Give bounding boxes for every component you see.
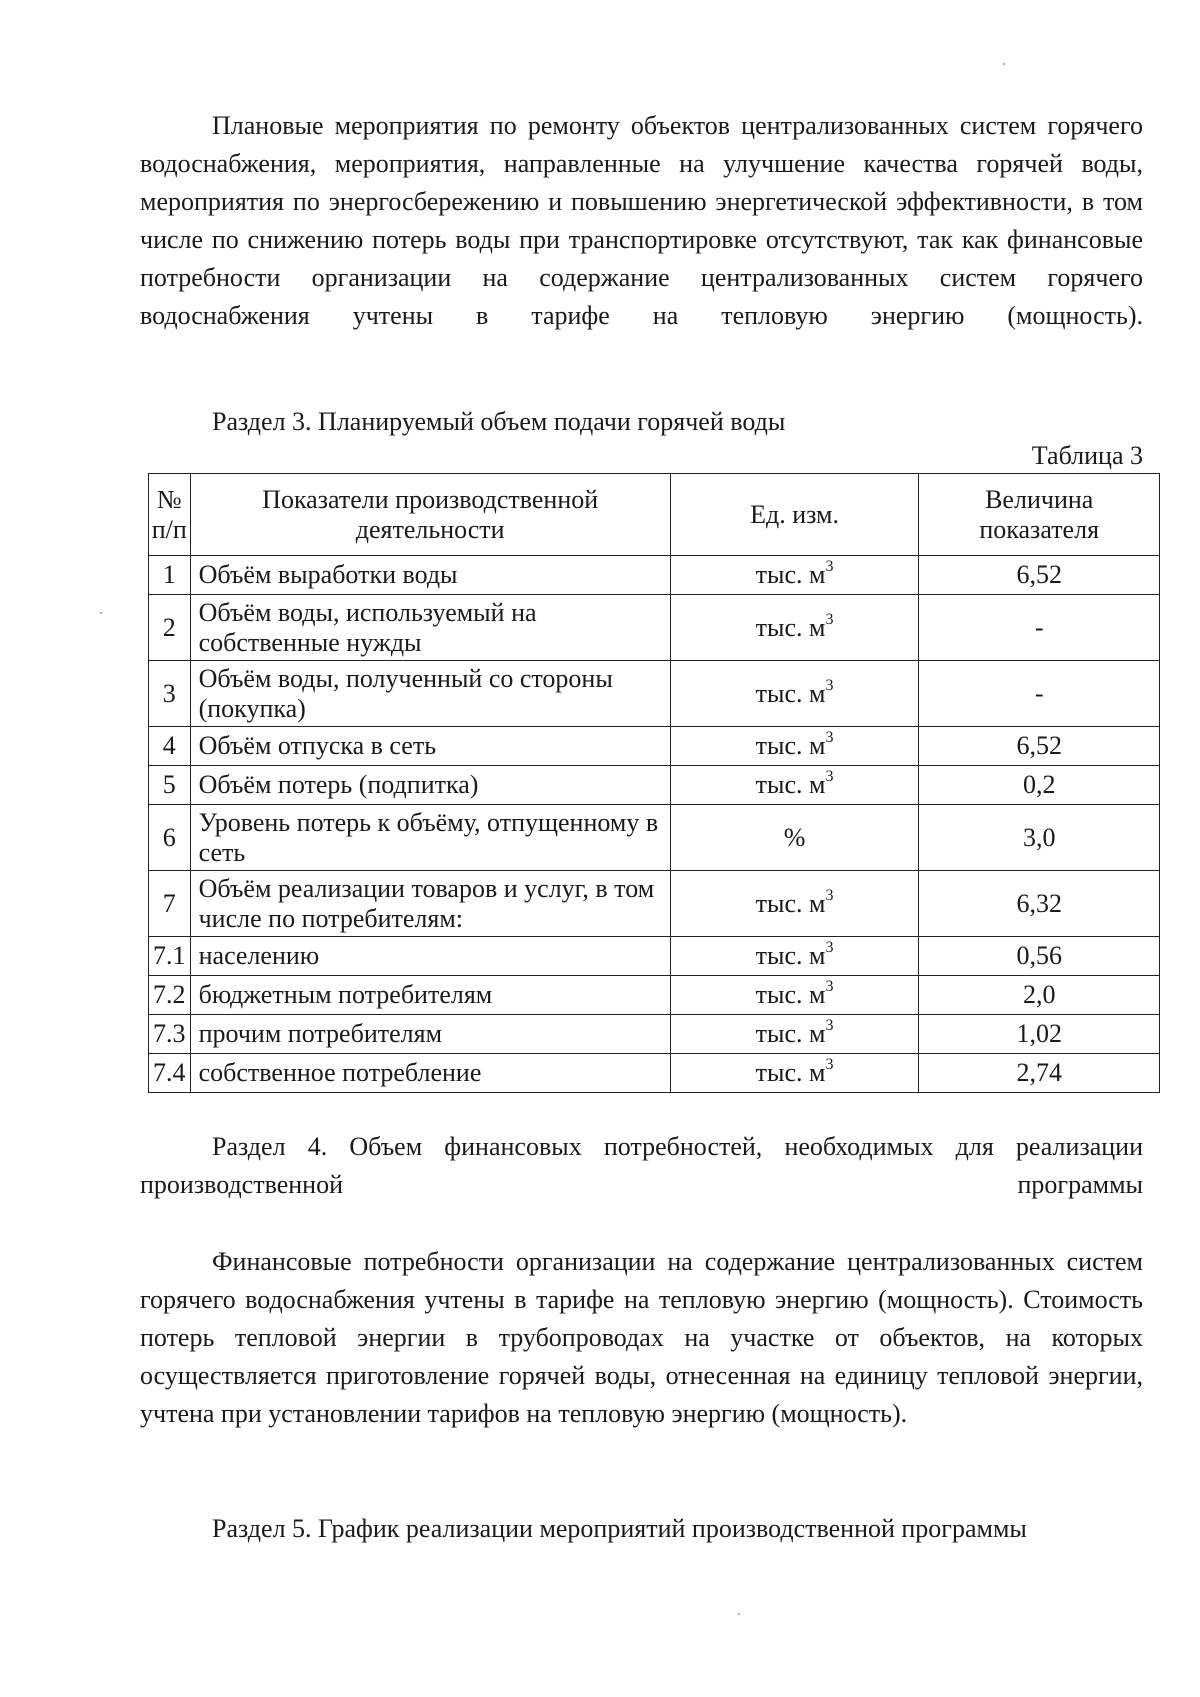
row-name: Уровень потерь к объёму, отпущенному в сеть: [190, 805, 670, 871]
unit-base: тыс. м: [755, 770, 826, 799]
row-unit: %: [670, 805, 919, 871]
row-value: 6,52: [919, 727, 1160, 766]
row-unit: [670, 556, 919, 595]
row-unit: [670, 727, 919, 766]
unit-base: тыс. м: [755, 560, 826, 589]
header-name: Показатели производственной деятельности: [190, 474, 670, 556]
row-name: Объём воды, используемый на собственные нужды: [190, 595, 670, 661]
row-value: 6,52: [919, 556, 1160, 595]
table-row: [149, 805, 1160, 871]
production-volume-table: [148, 473, 1160, 1093]
row-num: 1: [149, 556, 191, 595]
scan-speck: [1003, 63, 1005, 65]
row-value: -: [919, 661, 1160, 727]
row-value: 0,56: [919, 937, 1160, 976]
row-unit: [670, 1015, 919, 1054]
row-num: 5: [149, 766, 191, 805]
unit-base: тыс. м: [755, 1019, 826, 1048]
row-name: Объём отпуска в сеть: [190, 727, 670, 766]
section-3-title: Раздел 3. Планируемый объем подачи горячей воды: [212, 407, 786, 436]
row-name: Объём выработки воды: [190, 556, 670, 595]
row-unit: [670, 976, 919, 1015]
table-row: [149, 766, 1160, 805]
table-row: [149, 595, 1160, 661]
row-num: 7.4: [149, 1054, 191, 1093]
row-unit: [670, 937, 919, 976]
row-name: Объём воды, полученный со стороны (покупка): [190, 661, 670, 727]
unit-base: тыс. м: [755, 941, 826, 970]
row-name: собственное потребление: [190, 1054, 670, 1093]
unit-superscript: 3: [825, 978, 834, 996]
row-num: 6: [149, 805, 191, 871]
unit-superscript: 3: [825, 558, 834, 576]
row-num: 7.2: [149, 976, 191, 1015]
row-unit: [670, 1054, 919, 1093]
scan-speck: [738, 1613, 740, 1615]
unit-base: тыс. м: [755, 888, 826, 918]
row-value: 0,2: [919, 766, 1160, 805]
row-name: Объём реализации товаров и услуг, в том числе по потребителям:: [190, 871, 670, 937]
unit-base: тыс. м: [755, 678, 826, 708]
row-num: 2: [149, 595, 191, 661]
intro-paragraph: Плановые мероприятия по ремонту объектов централизованных систем горячего водоснабжения, мероприятия, направленные на улучшение качества горячей воды, мероприятия по энергосбережению и повышению энергетической эффективности, в том числе по снижению потерь воды при транспортировке отсутствуют, так как финансовые потребности организации на содержание централизованных систем горячего водоснабжения учтены в тарифе на тепловую энергию (мощность).: [140, 111, 1143, 330]
row-name: прочим потребителям: [190, 1015, 670, 1054]
table-row: [149, 1015, 1160, 1054]
row-unit: [670, 661, 919, 727]
unit-superscript: 3: [825, 676, 834, 694]
unit-superscript: 3: [825, 939, 834, 957]
row-unit: [670, 766, 919, 805]
row-name: Объём потерь (подпитка): [190, 766, 670, 805]
row-num: 7.1: [149, 937, 191, 976]
scan-speck: [100, 612, 102, 614]
row-name: населению: [190, 937, 670, 976]
unit-base: тыс. м: [755, 980, 826, 1009]
section-4-title: Раздел 4. Объем финансовых потребностей, необходимых для реализации производственной программы: [140, 1132, 1143, 1199]
finance-paragraph: Финансовые потребности организации на содержание централизованных систем горячего водоснабжения учтены в тарифе на тепловую энергию (мощность). Стоимость потерь тепловой энергии в трубопроводах на участке от объектов, на которых осуществляется приготовление горячей воды, отнесенная на единицу тепловой энергии, учтена при установлении тарифов на тепловую энергию (мощность).: [140, 1247, 1143, 1428]
row-value: 6,32: [919, 871, 1160, 937]
row-name: бюджетным потребителям: [190, 976, 670, 1015]
header-num: № п/п: [149, 474, 191, 556]
table-row: [149, 937, 1160, 976]
table-body: [149, 556, 1160, 1093]
table-row: [149, 556, 1160, 595]
table-caption: Таблица 3: [1031, 441, 1143, 470]
unit-superscript: 3: [825, 768, 834, 786]
header-value: Величина показателя: [919, 474, 1160, 556]
row-num: 3: [149, 661, 191, 727]
row-unit: [670, 595, 919, 661]
table-row: [149, 661, 1160, 727]
row-num: 4: [149, 727, 191, 766]
table-row: [149, 1054, 1160, 1093]
row-value: 2,0: [919, 976, 1160, 1015]
section-5-title: Раздел 5. График реализации мероприятий производственной программы: [212, 1514, 1027, 1543]
row-value: -: [919, 595, 1160, 661]
unit-superscript: 3: [825, 1056, 834, 1074]
table-row: [149, 727, 1160, 766]
row-value: 2,74: [919, 1054, 1160, 1093]
unit-superscript: 3: [825, 886, 834, 904]
row-num: 7: [149, 871, 191, 937]
unit-superscript: 3: [825, 610, 834, 628]
table-row: [149, 871, 1160, 937]
header-unit: Ед. изм.: [670, 474, 919, 556]
row-unit: [670, 871, 919, 937]
unit-base: тыс. м: [755, 1058, 826, 1087]
row-value: 1,02: [919, 1015, 1160, 1054]
row-num: 7.3: [149, 1015, 191, 1054]
row-value: 3,0: [919, 805, 1160, 871]
unit-superscript: 3: [825, 1017, 834, 1035]
unit-superscript: 3: [825, 729, 834, 747]
unit-base: тыс. м: [755, 731, 826, 760]
unit-base: тыс. м: [755, 612, 826, 642]
table-header-row: [149, 474, 1160, 556]
table-row: [149, 976, 1160, 1015]
